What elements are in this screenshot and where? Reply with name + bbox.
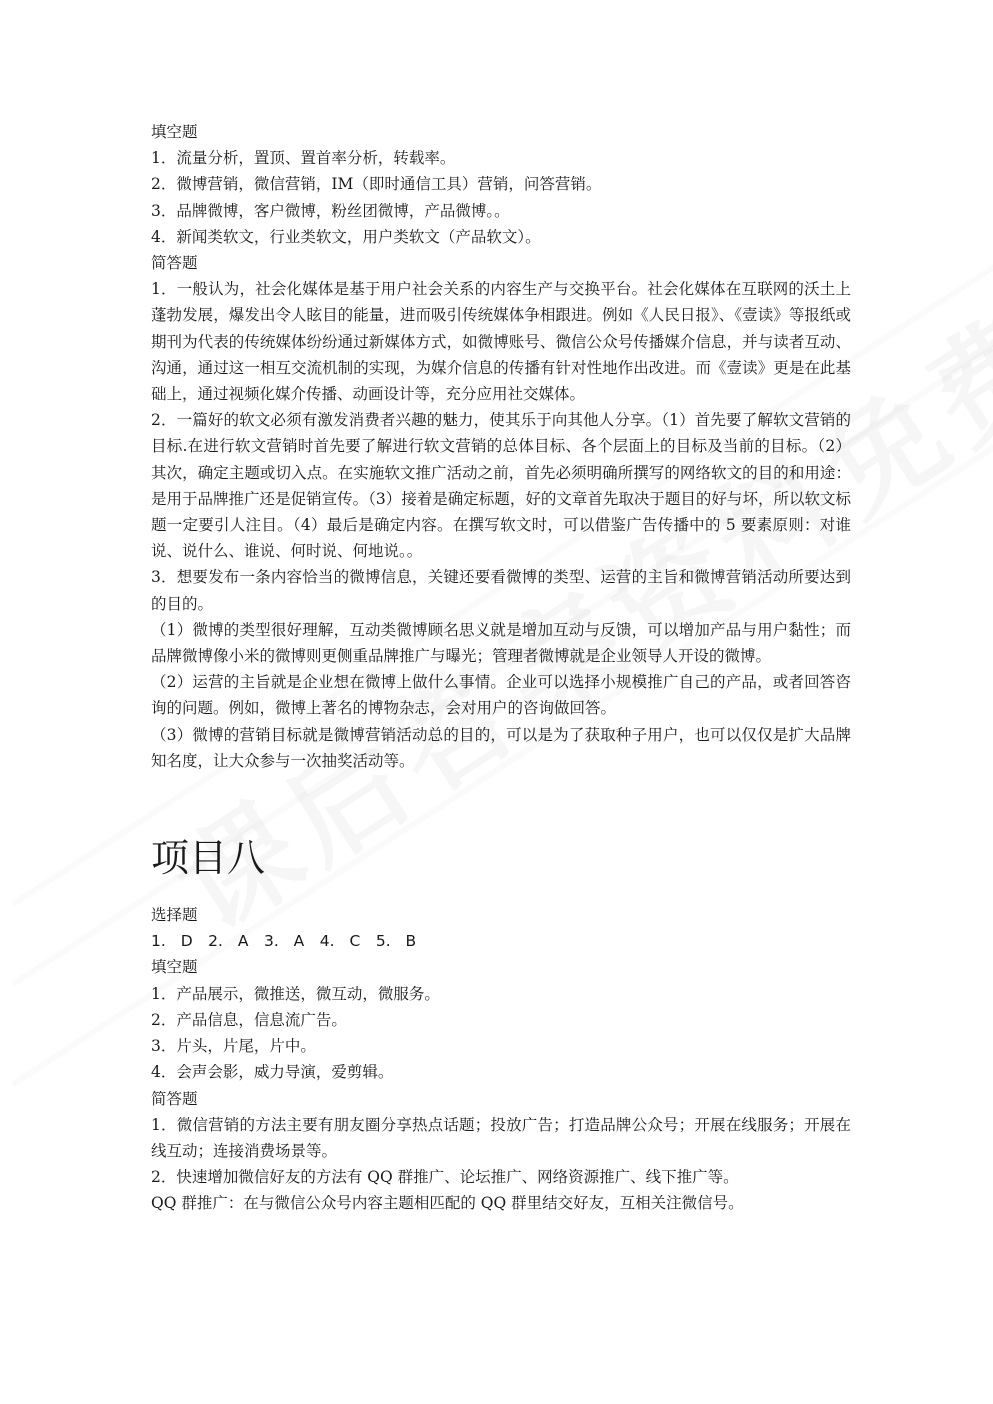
fill-answer-line: 3．品牌微博，客户微博，粉丝团微博，产品微博。。: [151, 201, 510, 220]
short-answer-paragraph: 3．想要发布一条内容恰当的微博信息，关键还要看微博的类型、运营的主旨和微博营销活动所要达到的目的。: [151, 568, 851, 613]
short-answer-heading: 简答题: [151, 254, 198, 273]
fill-answer-line: 1．产品展示，微推送，微互动，微服务。: [151, 984, 440, 1003]
short-answer-paragraph: QQ 群推广：在与微信公众号内容主题相匹配的 QQ 群里结交好友，互相关注微信号。: [151, 1194, 744, 1213]
chapter-title: 项目八: [151, 836, 266, 881]
short-answer-paragraph: 2．快速增加微信好友的方法有 QQ 群推广、论坛推广、网络资源推广、线下推广等。: [151, 1168, 739, 1187]
short-answer-paragraph: 1．一般认为，社会化媒体是基于用户社会关系的内容生产与交换平台。社会化媒体在互联网的沃土上蓬勃发展，爆发出令人眩目的能量，进而吸引传统媒体争相跟进。例如《人民日报》、《壹读》等报纸或期刊为代表的传统媒体纷纷通过新媒体方式，如微博账号、微信公众号传播媒介信息，并与读者互动、沟通，通过这一相互交流机制的实现，为媒介信息的传播有针对性地作出改进。而《壹读》更是在此基础上，通过视频化媒介传播、动画设计等，充分应用社交媒体。: [151, 280, 851, 404]
choice-heading: 选择题: [151, 906, 198, 925]
short-answer-paragraph: （3）微博的营销目标就是微博营销活动总的目的，可以是为了获取种子用户，也可以仅仅是扩大品牌知名度，让大众参与一次抽奖活动等。: [151, 725, 851, 770]
short-answer-paragraph: （2）运营的主旨就是企业想在微博上做什么事情。企业可以选择小规模推广自己的产品，或者回答咨询的问题。例如，微博上著名的博物杂志，会对用户的咨询做回答。: [151, 673, 851, 718]
short-answer-heading: 简答题: [151, 1089, 198, 1108]
short-answer-paragraph: （1）微博的类型很好理解，互动类微博顾名思义就是增加互动与反馈，可以增加产品与用户黏性；而品牌微博像小米的微博则更侧重品牌推广与曝光；管理者微博就是企业领导人开设的微博。: [151, 620, 851, 666]
fill-answer-line: 2．产品信息，信息流广告。: [151, 1010, 347, 1029]
fill-answer-line: 1．流量分析，置顶、置首率分析，转载率。: [151, 149, 456, 168]
fill-answer-line: 2．微博营销，微信营销，IM（即时通信工具）营销，问答营销。: [151, 175, 602, 194]
fill-blank-heading: 填空题: [151, 958, 198, 977]
fill-answer-line: 4．新闻类软文，行业类软文，用户类软文（产品软文）。: [151, 227, 541, 246]
fill-answer-line: 4．会声会影，威力导演，爱剪辑。: [151, 1063, 394, 1082]
document-body: [151, 119, 851, 1217]
short-answer-paragraph: 2．一篇好的软文必须有激发消费者兴趣的魅力，使其乐于向其他人分享。（1）首先要了解软文营销的目标.在进行软文营销时首先要了解进行软文营销的总体目标、各个层面上的目标及当前的目标。（2）其次，确定主题或切入点。在实施软文推广活动之前，首先必须明确所撰写的网络软文的目的和用途：是用于品牌推广还是促销宣传。（3）接着是确定标题，好的文章首先取决于题目的好与坏，所以软文标题一定要引人注目。（4）最后是确定内容。在撰写软文时，可以借鉴广告传播中的 5 要素原则：对谁说、说什么、谁说、何时说、何地说。。: [151, 411, 851, 561]
fill-blank-heading: 填空题: [151, 123, 198, 141]
fill-answer-line: 3．片头，片尾，片中。: [151, 1037, 316, 1056]
choice-answers: 1. D 2. A 3. A 4. C 5. B: [151, 932, 417, 951]
short-answer-paragraph: 1．微信营销的方法主要有朋友圈分享热点话题；投放广告；打造品牌公众号；开展在线服务；开展在线互动；连接消费场景等。: [151, 1115, 851, 1160]
